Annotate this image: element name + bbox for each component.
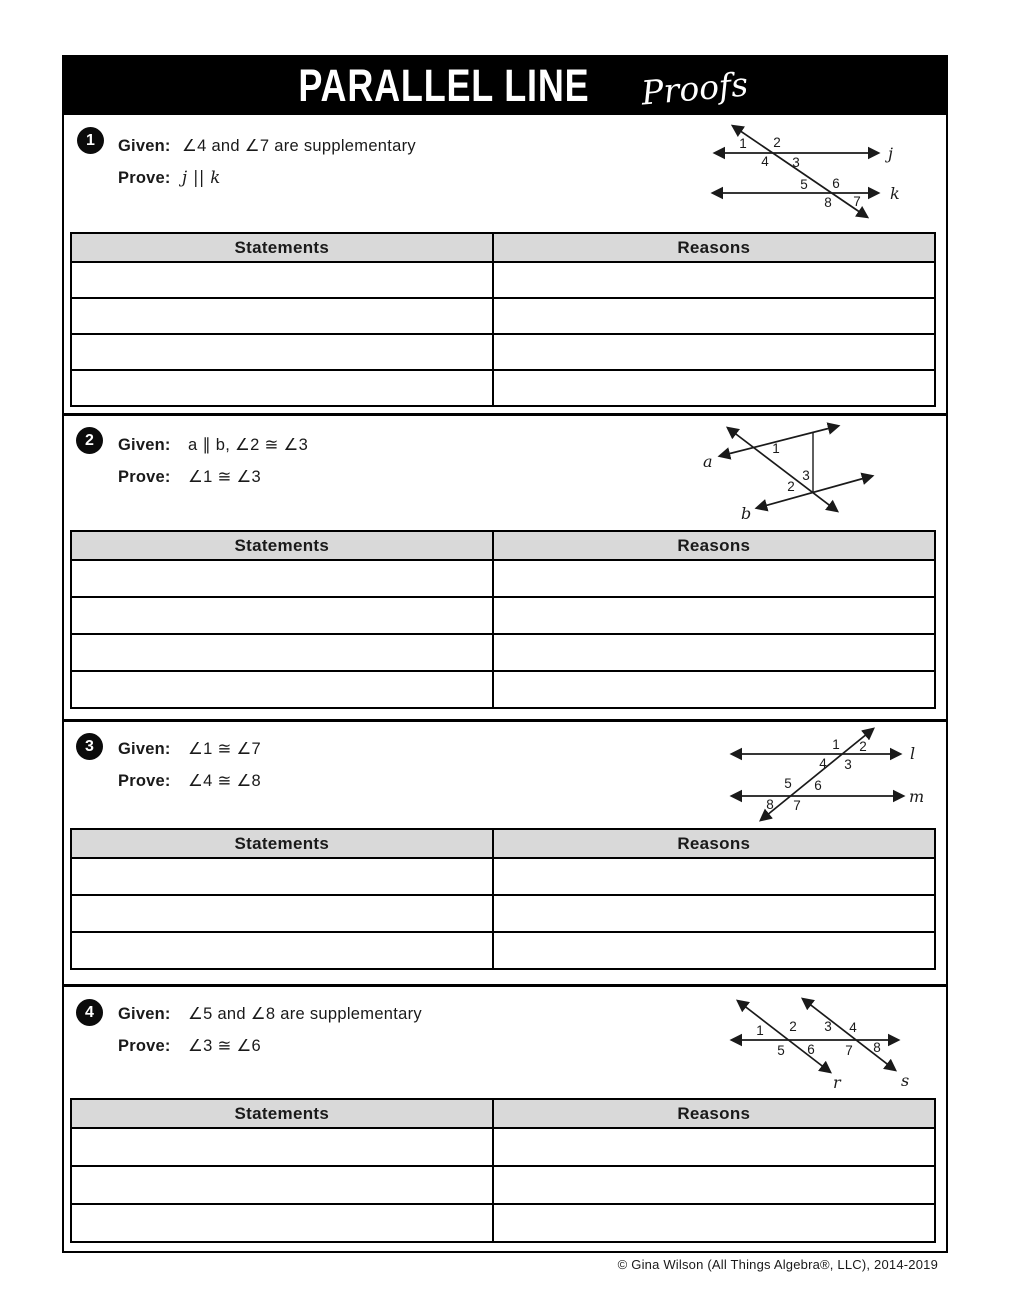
table-row [71, 1204, 935, 1242]
angle-label: 6 [807, 1042, 815, 1057]
statement-cell[interactable] [71, 597, 493, 634]
table-row [71, 634, 935, 671]
prove-text: j || k [182, 168, 221, 187]
reason-cell[interactable] [493, 671, 935, 708]
reasons-header: Reasons [493, 1099, 935, 1128]
angle-label: 7 [853, 194, 861, 209]
table-row [71, 895, 935, 932]
given-label: Given: [118, 137, 171, 155]
angle-label: 2 [789, 1019, 797, 1034]
angle-label: 4 [761, 154, 769, 169]
statement-cell[interactable] [71, 370, 493, 406]
reason-cell[interactable] [493, 1166, 935, 1204]
statement-cell[interactable] [71, 671, 493, 708]
statement-cell[interactable] [71, 334, 493, 370]
reasons-header: Reasons [493, 531, 935, 560]
table-header-row [71, 531, 935, 560]
title-banner [64, 57, 946, 115]
problem-number-badge: 2 [76, 427, 103, 454]
statement-cell[interactable] [71, 298, 493, 334]
table-row [71, 932, 935, 969]
line-label-a: a [703, 452, 713, 471]
line-label-k: k [890, 184, 900, 203]
line-label-m: m [909, 787, 925, 806]
parallel-lines-diagram-3 [695, 722, 945, 826]
reasons-header: Reasons [493, 233, 935, 262]
problem-number-badge: 3 [76, 733, 103, 760]
statement-cell[interactable] [71, 560, 493, 597]
prove-label: Prove: [118, 1037, 171, 1055]
statement-cell[interactable] [71, 858, 493, 895]
line-label-s: s [901, 1071, 910, 1090]
problem-section-4 [64, 984, 946, 1251]
given-prove-block [118, 739, 261, 803]
given-text: a ∥ b, ∠2 ≅ ∠3 [188, 436, 309, 454]
angle-label: 3 [792, 155, 800, 170]
proof-table-3 [70, 828, 936, 970]
given-text: ∠5 and ∠8 are supplementary [188, 1005, 422, 1023]
table-row [71, 262, 935, 298]
angle-label: 4 [819, 756, 827, 771]
table-row [71, 858, 935, 895]
reason-cell[interactable] [493, 560, 935, 597]
copyright-text: © Gina Wilson (All Things Algebra®, LLC), 2014-2019 [617, 1257, 938, 1272]
angle-label: 1 [739, 136, 747, 151]
table-row [71, 597, 935, 634]
reason-cell[interactable] [493, 334, 935, 370]
page-title: PARALLEL LINE [298, 60, 590, 111]
angle-label: 2 [859, 739, 867, 754]
line-b [757, 476, 872, 508]
table-row [71, 560, 935, 597]
angle-label: 5 [800, 177, 808, 192]
angle-label: 8 [873, 1040, 881, 1055]
reason-cell[interactable] [493, 634, 935, 671]
given-prove-block [118, 1004, 422, 1068]
angle-label: 6 [832, 176, 840, 191]
angle-label: 3 [844, 757, 852, 772]
problem-number-badge: 1 [77, 127, 104, 154]
reason-cell[interactable] [493, 1128, 935, 1166]
angle-label: 3 [824, 1019, 832, 1034]
prove-label: Prove: [118, 468, 171, 486]
angle-label: 7 [845, 1043, 853, 1058]
given-text: ∠1 ≅ ∠7 [188, 740, 262, 758]
statement-cell[interactable] [71, 1128, 493, 1166]
prove-text: ∠1 ≅ ∠3 [188, 468, 262, 486]
statement-cell[interactable] [71, 634, 493, 671]
proof-table-4 [70, 1098, 936, 1243]
table-row [71, 671, 935, 708]
given-text: ∠4 and ∠7 are supplementary [182, 137, 416, 155]
line-label-r: r [833, 1073, 841, 1092]
given-label: Given: [118, 740, 171, 758]
given-prove-block [118, 136, 416, 200]
reason-cell[interactable] [493, 1204, 935, 1242]
reason-cell[interactable] [493, 858, 935, 895]
prove-label: Prove: [118, 772, 171, 790]
angle-label: 3 [802, 468, 810, 483]
table-row [71, 370, 935, 406]
line-label-l: l [910, 744, 916, 763]
table-header-row [71, 1099, 935, 1128]
reason-cell[interactable] [493, 932, 935, 969]
angle-label: 8 [824, 195, 832, 210]
statement-cell[interactable] [71, 1166, 493, 1204]
statements-header: Statements [71, 829, 493, 858]
statement-cell[interactable] [71, 262, 493, 298]
table-header-row [71, 233, 935, 262]
problem-section-3 [64, 719, 946, 984]
problem-section-1 [64, 115, 946, 413]
table-row [71, 334, 935, 370]
angle-label: 6 [814, 778, 822, 793]
statement-cell[interactable] [71, 1204, 493, 1242]
reasons-header: Reasons [493, 829, 935, 858]
problem-section-2 [64, 413, 946, 719]
statement-cell[interactable] [71, 932, 493, 969]
transversal [761, 729, 873, 820]
line-r [738, 1001, 830, 1072]
angle-label: 5 [777, 1043, 785, 1058]
parallel-lines-diagram-2 [695, 416, 895, 522]
given-label: Given: [118, 1005, 171, 1023]
table-row [71, 1166, 935, 1204]
proof-table-1 [70, 232, 936, 407]
table-header-row [71, 829, 935, 858]
parallel-lines-diagram-4 [700, 987, 930, 1093]
statements-header: Statements [71, 1099, 493, 1128]
page-title-script: Proofs [640, 63, 751, 113]
statement-cell[interactable] [71, 895, 493, 932]
angle-label: 2 [773, 135, 781, 150]
problem-number-badge: 4 [76, 999, 103, 1026]
statements-header: Statements [71, 531, 493, 560]
table-row [71, 1128, 935, 1166]
angle-label: 5 [784, 776, 792, 791]
angle-label: 1 [832, 737, 840, 752]
prove-text: ∠3 ≅ ∠6 [188, 1037, 262, 1055]
table-row [71, 298, 935, 334]
angle-label: 7 [793, 798, 801, 813]
proof-table-2 [70, 530, 936, 709]
line-label-b: b [741, 504, 752, 523]
transversal [733, 126, 867, 217]
parallel-lines-diagram-1 [695, 118, 945, 220]
prove-label: Prove: [118, 169, 171, 187]
line-label-j: j [888, 144, 893, 163]
given-label: Given: [118, 436, 171, 454]
given-prove-block [118, 435, 308, 499]
angle-label: 8 [766, 797, 774, 812]
reason-cell[interactable] [493, 597, 935, 634]
angle-label: 1 [756, 1023, 764, 1038]
angle-label: 4 [849, 1020, 857, 1035]
angle-label: 1 [772, 441, 780, 456]
angle-label: 2 [787, 479, 795, 494]
worksheet-sheet [62, 55, 948, 1253]
reason-cell[interactable] [493, 298, 935, 334]
prove-text: ∠4 ≅ ∠8 [188, 772, 262, 790]
reason-cell[interactable] [493, 262, 935, 298]
statements-header: Statements [71, 233, 493, 262]
reason-cell[interactable] [493, 370, 935, 406]
reason-cell[interactable] [493, 895, 935, 932]
